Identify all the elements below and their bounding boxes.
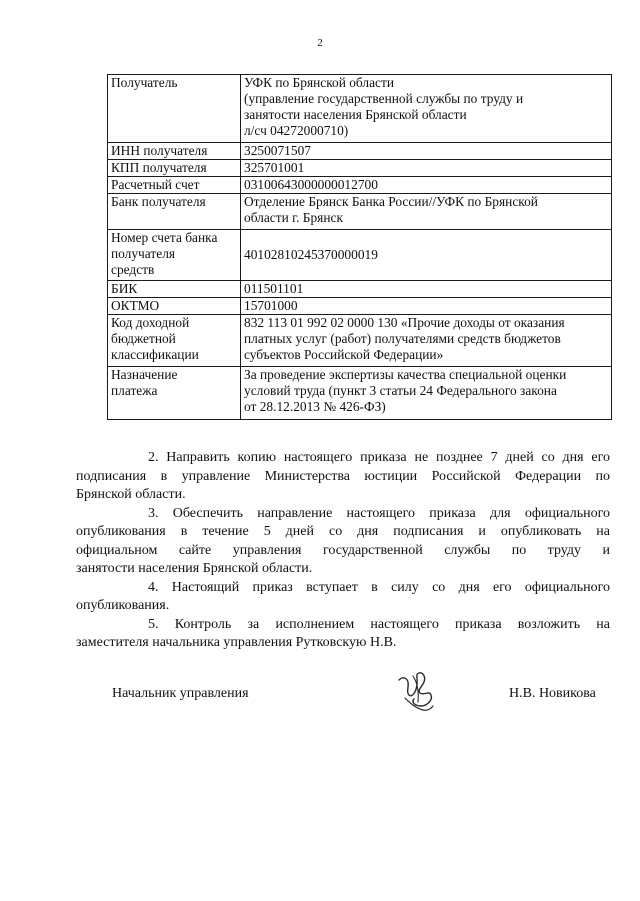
- label-line: получателя: [111, 246, 176, 261]
- row-value-account: [241, 177, 612, 194]
- value-line: субъектов Российской Федерации»: [244, 347, 444, 362]
- value-line: 03100643000000012700: [244, 177, 378, 192]
- row-label-oktmo: ОКТМО: [108, 298, 241, 315]
- signatory-title: Начальник управления: [112, 686, 249, 701]
- label-line: Код доходной: [111, 315, 190, 330]
- paragraph-line: подписания в управление Министерства юстиции Российской Федерации по: [76, 468, 610, 484]
- row-label-purpose: [108, 367, 241, 420]
- payment-details-table: [107, 74, 612, 420]
- value-line: 832 113 01 992 02 0000 130 «Прочие доходы от оказания: [244, 315, 565, 330]
- value-line: 325701001: [244, 160, 305, 175]
- table-row: [108, 281, 612, 298]
- value-line: 40102810245370000019: [244, 247, 378, 262]
- paragraph-line: 2. Направить копию настоящего приказа не позднее 7 дней со дня его: [148, 450, 610, 465]
- paragraph-4: [76, 579, 610, 616]
- value-line: занятости населения Брянской области: [244, 107, 467, 122]
- value-line: платных услуг (работ) получателями средств бюджетов: [244, 331, 561, 346]
- value-line: За проведение экспертизы качества специальной оценки: [244, 367, 567, 382]
- row-label-bik: БИК: [108, 281, 241, 298]
- paragraph-line: опубликования в течение 5 дней со дня подписания и опубликовать на: [76, 524, 610, 539]
- row-value-recipient: [241, 75, 612, 143]
- value-line: 011501101: [244, 281, 304, 296]
- row-label-bank: Банк получателя: [108, 194, 241, 230]
- table-row: [108, 143, 612, 160]
- row-label-budget-code: [108, 315, 241, 367]
- paragraph-line: 3. Обеспечить направление настоящего приказа для официального: [148, 505, 610, 521]
- paragraph-line: заместителя начальника управления Рутковскую Н.В.: [76, 635, 397, 650]
- value-line: 15701000: [244, 298, 298, 313]
- row-value-bank-account: [241, 230, 612, 281]
- row-label-account: Расчетный счет: [108, 177, 241, 194]
- signatory-name: Н.В. Новикова: [509, 686, 596, 701]
- row-label-recipient: Получатель: [108, 75, 241, 143]
- value-line: условий труда (пункт 3 статьи 24 Федерального закона: [244, 383, 557, 398]
- paragraph-5: [76, 616, 610, 653]
- paragraph-3: [76, 505, 610, 579]
- paragraph-line: официальном сайте управления государственной службы по труду и: [76, 542, 610, 558]
- table-row: [108, 75, 612, 143]
- row-value-inn: [241, 143, 612, 160]
- label-line: бюджетной: [111, 331, 176, 346]
- row-label-inn: ИНН получателя: [108, 143, 241, 160]
- row-label-kpp: КПП получателя: [108, 160, 241, 177]
- handwritten-signature: [393, 668, 439, 716]
- value-line: УФК по Брянской области: [244, 75, 395, 90]
- value-line: Отделение Брянск Банка России//УФК по Брянской: [244, 194, 538, 209]
- label-line: Назначение: [111, 367, 178, 382]
- paragraph-line: 5. Контроль за исполнением настоящего приказа возложить на: [148, 616, 610, 632]
- value-line: области г. Брянск: [244, 210, 343, 225]
- value-line: (управление государственной службы по труду и: [244, 91, 524, 106]
- label-line: классификации: [111, 347, 199, 362]
- table-row: [108, 177, 612, 194]
- row-value-oktmo: [241, 298, 612, 315]
- label-line: платежа: [111, 383, 158, 398]
- row-value-bik: [241, 281, 612, 298]
- row-value-purpose: [241, 367, 612, 420]
- value-line: от 28.12.2013 № 426-ФЗ): [244, 399, 386, 414]
- paragraph-line: опубликования.: [76, 598, 170, 613]
- value-line: л/сч 04272000710): [244, 123, 349, 138]
- paragraph-2: [76, 449, 610, 505]
- paragraph-line: Брянской области.: [76, 487, 186, 502]
- table-row: [108, 160, 612, 177]
- table-row: [108, 194, 612, 230]
- table-row: [108, 298, 612, 315]
- row-value-budget-code: [241, 315, 612, 367]
- label-line: Номер счета банка: [111, 230, 218, 245]
- row-value-kpp: [241, 160, 612, 177]
- paragraph-line: занятости населения Брянской области.: [76, 561, 313, 576]
- table-row: [108, 315, 612, 367]
- label-line: средств: [111, 262, 155, 277]
- order-body: [76, 449, 610, 653]
- page-number: 2: [317, 37, 323, 49]
- table-row: [108, 367, 612, 420]
- row-label-bank-account: [108, 230, 241, 281]
- table-row: [108, 230, 612, 281]
- value-line: 3250071507: [244, 143, 311, 158]
- row-value-bank: [241, 194, 612, 230]
- paragraph-line: 4. Настоящий приказ вступает в силу со дня его официального: [148, 579, 610, 595]
